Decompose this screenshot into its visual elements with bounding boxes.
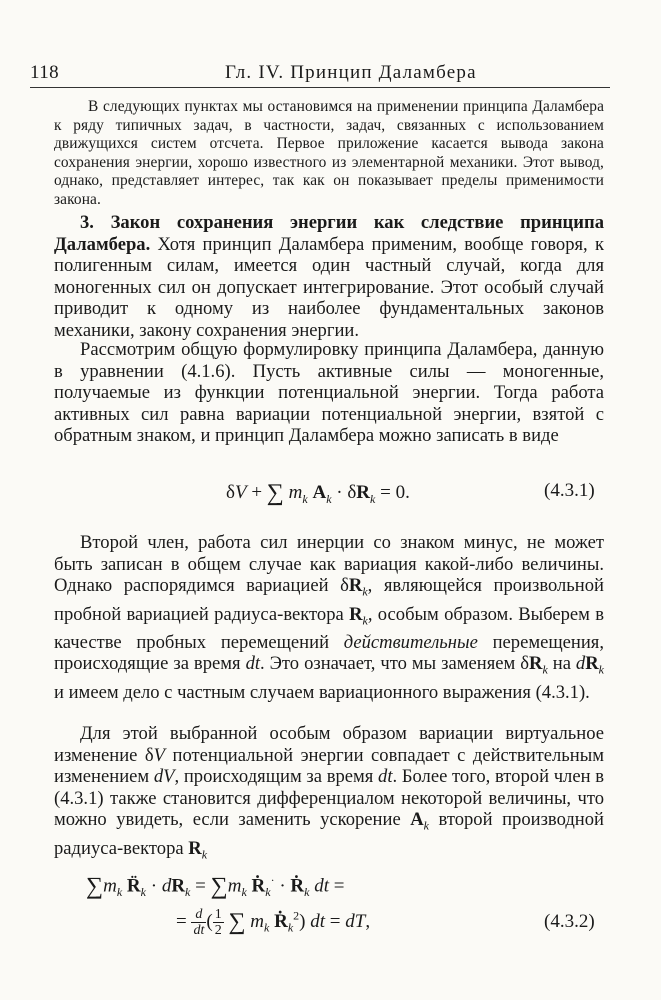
p3-text-c: , особым образом. Выберем в качестве пробных перемещений bbox=[54, 603, 604, 653]
p4-text-b: потенциальной энергии совпадает с действительным изменением bbox=[54, 744, 604, 788]
section-p1-text: Хотя принцип Даламбера применим, вообще говоря, к полигенным силам, имеется один частный случай, когда для моногенных сил он допускает интегрирование. Этот особый случай приводит к одному из наиболее фундаментальных законов механики, закону сохранения энергии. bbox=[54, 233, 604, 341]
p3-text-a: Второй член, работа сил инерции со знаком минус, не может быть записан в общем случае как вариация какой-либо величины. Однако распорядимся вариацией bbox=[54, 532, 604, 597]
header-rule bbox=[30, 87, 610, 88]
equation-4-3-2-line-2: = $\frac{d}{dt}$ ( $\frac{1}{2}$ ∑ $m_k$ Ṙ$_k^2$) dt = dT, bbox=[176, 907, 371, 938]
equation-4-3-2-line-1: $\sum m_k$ $R̈_k \cdot dR_k = \sum m_k$ Ṙ$_k$· · Ṙ$_k$ dt = bbox=[86, 873, 345, 900]
p4-text-c: , происходящим за время bbox=[174, 766, 379, 788]
p3-italic-word: действительные bbox=[343, 631, 478, 653]
chapter-title: Гл. IV. Принцип Даламбера bbox=[225, 62, 477, 83]
p3-text-f: на bbox=[547, 653, 576, 675]
section-paragraph-2: Рассмотрим общую формулировку принципа Даламбера, данную в уравнении (4.1.6). Пусть активные силы — моногенные, получаемые из функции потенциальной энергии. Тогда работа активных сил равна вариации потенциальной энергии, взятой с обратным знаком, и принцип Даламбера можно записать в виде bbox=[54, 339, 604, 447]
p3-text-g: и имеем дело с частным случаем вариационного выражения (4.3.1). bbox=[54, 681, 590, 703]
section-heading: 3. Закон сохранения энергии как следствие принципа Даламбера. bbox=[54, 212, 604, 255]
p4-text-a: Для этой выбранной особым образом вариации виртуальное изменение bbox=[54, 723, 604, 766]
p3-text-d: перемещения, происходящие за время bbox=[54, 631, 605, 675]
equation-number-2: (4.3.2) bbox=[544, 911, 595, 932]
intro-paragraph: В следующих пунктах мы остановимся на применении принципа Даламбера к ряду типичных задач, в частности, задач, связанных с использованием движущихся систем отсчета. Первое приложение касается вывода закона сохранения энергии, хорошо известного из элементарной механики. Этот вывод, однако, представляет интерес, так как он показывает пределы применимости закона. bbox=[54, 98, 604, 208]
p3-text-e: . Это означает, что мы заменяем bbox=[260, 653, 521, 675]
section-paragraph-3: Второй член, работа сил инерции со знаком минус, не может быть записан в общем случае как вариация какой-либо величины. Однако распорядимся вариацией $\delta R_k$, являющейся произвольной пробной вариацией радиуса-вектора $R_k$, особым образом. Выберем в качестве пробных перемещений действительные перемещения, происходящие за время dt. Это означает, что мы заменяем $\delta R_k$ на $dR_k$ и имеем дело с частным случаем вариационного выражения (4.3.1). bbox=[54, 532, 605, 703]
page-number: 118 bbox=[30, 62, 59, 83]
equation-4-3-1: δV + ∑ $m_k$ $A_k \cdot \delta R_k = 0$. bbox=[226, 480, 410, 506]
p3-text-b: , являющейся произвольной пробной вариацией радиуса-вектора bbox=[54, 575, 604, 625]
section-paragraph-4: Для этой выбранной особым образом вариации виртуальное изменение δV потенциальной энергии совпадает с действительным изменением dV, происходящим за время dt. Более того, второй член в (4.3.1) также становится дифференциалом некоторой величины, что можно увидеть, если заменить ускорение $A_k$ второй производной радиуса-вектора $R_k$ bbox=[54, 723, 604, 862]
p4-text-d: . Более того, второй член в (4.3.1) также становится дифференциалом некоторой величины, что можно увидеть, если заменить ускорение bbox=[54, 766, 604, 831]
running-header bbox=[30, 62, 610, 86]
equation-number-1: (4.3.1) bbox=[544, 480, 595, 501]
section-paragraph-1 bbox=[54, 212, 604, 342]
p4-text-e: второй производной радиуса-вектора bbox=[54, 809, 604, 859]
